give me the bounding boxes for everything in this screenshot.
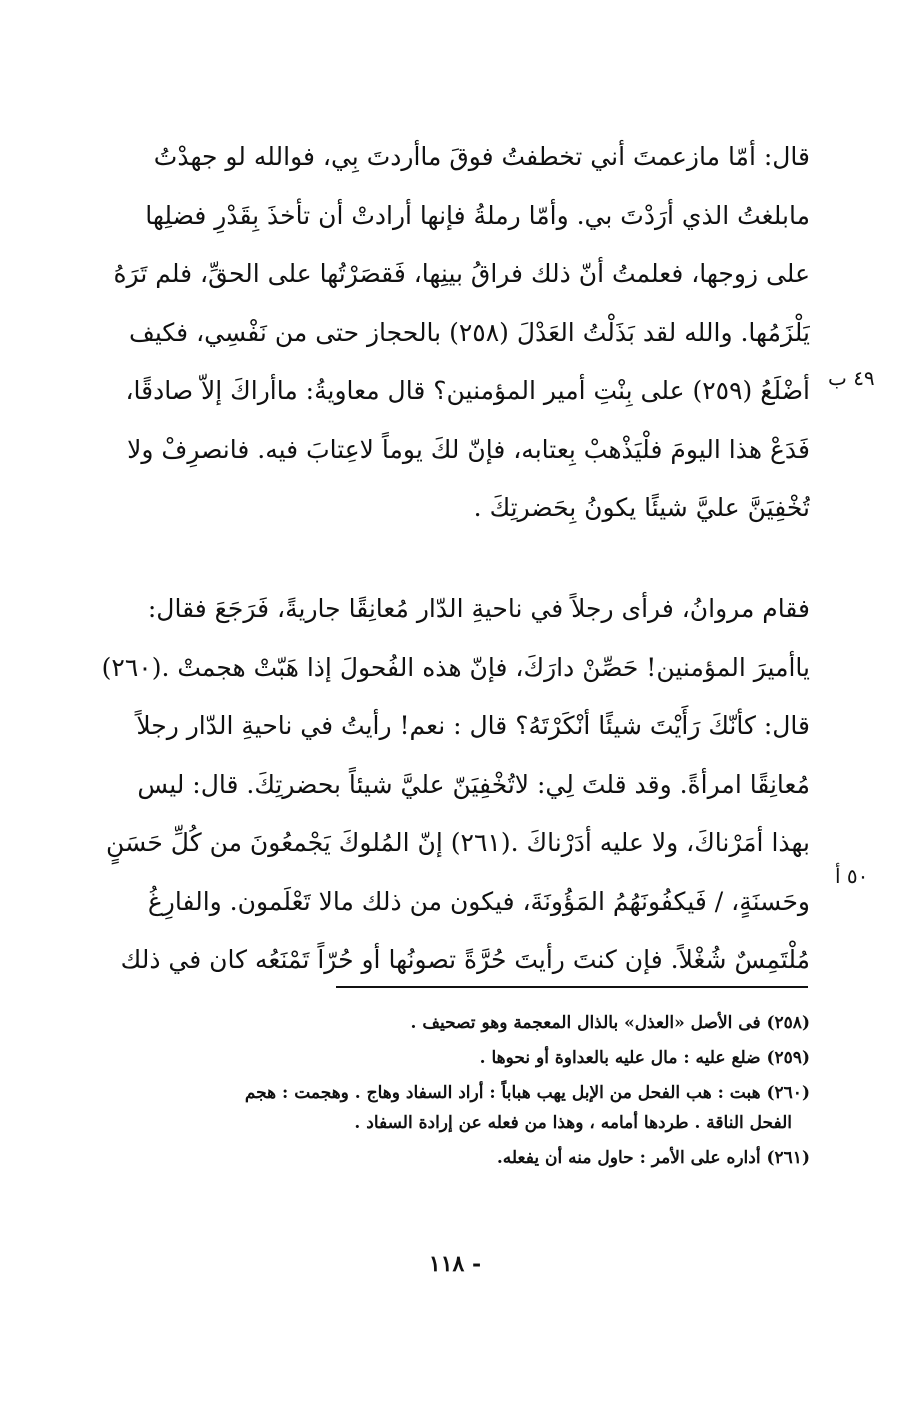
footnote [105,1143,810,1173]
text-line: أضْلَعُ (٢٥٩) على بِنْتِ أمير المؤمنين؟ قال معاويةُ: ماأراكَ إلاّ صادقًا، [125,376,810,405]
text-line: يَلْزَمُها. والله لقد بَذَلْتُ العَدْلَ (٢٥٨) بالحجاز حتى من نَفْسِي، فكيف [128,317,810,347]
text-line: مُعانِقًا امرأةً. وقد قلتَ لِي: لاتُخْفِيَنّ عليَّ شيئاً بحضرتِكَ. قال: ليس [137,769,810,799]
footnote-text: (٢٦١) أداره على الأمر : حاول منه أن يفعله. [496,1148,810,1168]
text-line: ياأميرَ المؤمنين! حَصِّنْ دارَكَ، فإنّ هذه الفُحولَ إذا هَبّتْ هجمتْ .(٢٦٠) [101,652,810,682]
text-line: مابلغتُ الذي أرَدْتَ بي. وأمّا رملةُ فإنها أرادتْ أن تأخذَ بِقَدْرِ فضلِها [145,200,810,230]
paragraph-1 [100,128,810,538]
text-line: فَدَعْ هذا اليومَ فلْيَذْهبْ بِعتابه، فإنّ لكَ يوماً لاعِتابَ فيه. فانصرِفْ ولا [127,434,810,464]
folio-marker: ٥٠ أ [835,864,869,888]
page-number: - ١١٨ [428,1251,482,1277]
footnote-text: (٢٥٨) فى الأصل «العذل» بالذال المعجمة وهو تصحيف . [410,1013,810,1033]
footnote [105,1043,810,1073]
text-line: قال: أمّا مازعمتَ أني تخطفتُ فوقَ ماأردتَ بِي، فوالله لو جهدْتُ [153,142,810,171]
text-line: بهذا أمَرْناكَ، ولا عليه أدَرْناكَ .(٢٦١) إنّ المُلوكَ يَجْمعُونَ من كُلِّ حَسَنٍ [106,828,810,857]
text-line: مُلْتَمِسٌ شُغْلاً. فإن كنتَ رأيتَ حُرَّةً تصونُها أو حُرّاً تَمْنَعُه كان في ذلك [120,945,810,974]
text-line: قال: كأنّكَ رَأَيْتَ شيئًا أنْكَرْتَهُ؟ قال : نعم! رأيتُ في ناحيةِ الدّار رجلاً [136,711,810,740]
footnote-text: (٢٦٠) هبت : هب الفحل من الإبل يهب هباباً : أراد السفاد وهاج . وهجمت : هجم [244,1083,810,1103]
text-line: على زوجها، فعلمتُ أنّ ذلك فراقُ بينِها، فَقصَرْتُها على الحقِّ، فلم تَرَهُ [113,259,810,288]
text-line: وحَسنَةٍ، / فَيكفُونَهُمُ المَؤُونَةَ، فيكون من ذلك مالا تَعْلَمون. والفارِغُ [147,886,810,916]
footnote-divider [336,986,808,988]
folio-marker: ٤٩ ب [828,366,875,390]
footnote-continuation: الفحل الناقة . طردها أمامه ، وهذا من فعله عن إرادة السفاد . [354,1113,792,1133]
text-line: تُخْفِيَنَّ عليَّ شيئًا يكونُ بِحَضرتِكَ . [473,493,810,522]
footnote [105,1078,810,1138]
footnote [105,1008,810,1038]
paragraph-2 [100,580,810,990]
text-line: فقام مروانُ، فرأى رجلاً في ناحيةِ الدّار مُعانِقًا جاريةً، فَرَجَعَ فقال: [147,594,810,623]
footnotes [105,1008,810,1178]
footnote-text: (٢٥٩) ضلع عليه : مال عليه بالعداوة أو نحوها . [479,1048,810,1068]
